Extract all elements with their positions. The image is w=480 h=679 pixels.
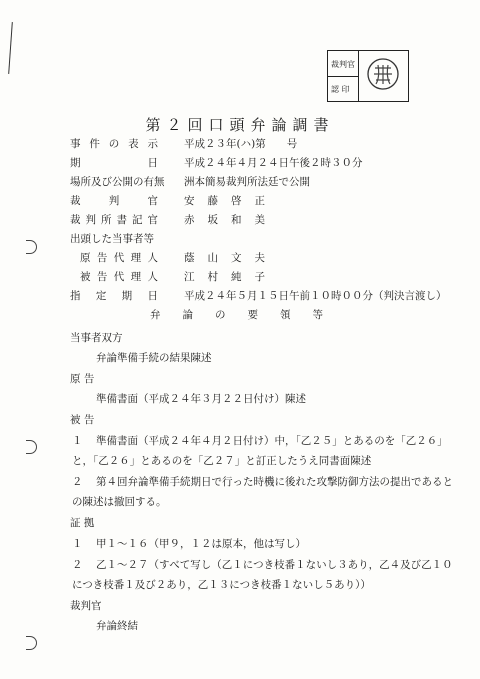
- both-parties-heading: 当事者双方: [70, 332, 123, 344]
- party-value-defendant: 江村純子: [184, 271, 278, 283]
- judge-seal-box: [327, 50, 409, 102]
- field-label-date: 期日: [70, 157, 158, 169]
- def-item-1-line2: と，「乙２６」とあるのを「乙２７」と訂正したうえ同書面陳述: [72, 455, 372, 467]
- field-label-clerk: 裁判所書記官: [70, 214, 158, 226]
- margin-mark: [8, 22, 13, 74]
- plaintiff-heading: 原 告: [70, 373, 95, 385]
- evidence-item-2-number: ２: [72, 559, 83, 571]
- judge-heading: 裁判官: [70, 600, 102, 612]
- evidence-heading: 証 拠: [70, 517, 95, 529]
- field-label-case: 事件の表示: [70, 138, 158, 150]
- field-label-next-date: 指定期日: [70, 290, 158, 302]
- def-item-2-line2: の陳述は撤回する。: [72, 496, 167, 508]
- judge-item: 弁論終結: [96, 620, 138, 632]
- judge-seal-label: 裁判官: [331, 60, 355, 69]
- field-value-clerk: 赤坂和美: [184, 214, 278, 226]
- field-value-date: 平成２４年４月２４日午後２時３０分: [184, 157, 363, 169]
- parties-heading: 出頭した当事者等: [70, 233, 154, 245]
- evidence-item-1: 甲１～１６（甲９，１２は原本，他は写し）: [96, 538, 306, 550]
- def-item-1-line1: 準備書面（平成２４年４月２日付け）中，「乙２５」とあるのを「乙２６」: [96, 435, 448, 447]
- def-item-2-line1: 第４回弁論準備手続期日で行った時機に後れた攻撃防御方法の提出であると: [96, 476, 453, 488]
- def-item-2-number: ２: [72, 476, 83, 488]
- punch-hole: [26, 440, 37, 454]
- def-item-1-number: １: [72, 435, 83, 447]
- evidence-item-1-number: １: [72, 538, 83, 550]
- field-label-place: 場所及び公開の有無: [70, 176, 165, 188]
- punch-hole: [26, 240, 37, 254]
- party-value-plaintiff: 蔭山文夫: [184, 252, 278, 264]
- field-value-place: 洲本簡易裁判所法廷で公開: [184, 176, 310, 188]
- punch-hole: [26, 636, 37, 650]
- defendant-heading: 被 告: [70, 414, 95, 426]
- plaintiff-item: 準備書面（平成２４年３月２２日付け）陳述: [96, 393, 306, 405]
- page-title: 第２回口頭弁論調書: [145, 116, 335, 134]
- evidence-item-2-line2: につき枝番１及び２あり，乙１３につき枝番１ないし５あり））: [72, 579, 371, 591]
- summary-heading: 弁論の要領等: [150, 309, 345, 321]
- field-value-case: 平成２３年(ハ)第 号: [184, 138, 298, 150]
- both-parties-item: 弁論準備手続の結果陳述: [96, 352, 212, 364]
- field-value-judge: 安藤啓正: [184, 195, 278, 207]
- field-label-judge: 裁判官: [70, 195, 158, 207]
- party-label-defendant: 被告代理人: [80, 271, 158, 283]
- evidence-item-2-line1: 乙１～２７（すべて写し（乙１につき枝番１ないし３あり，乙４及び乙１０: [96, 559, 453, 571]
- personal-seal-stamp: [366, 57, 400, 91]
- party-label-plaintiff: 原告代理人: [80, 252, 158, 264]
- field-value-next-date: 平成２４年５月１５日午前１０時００分（判決言渡し）: [184, 290, 447, 302]
- seal-approval-label: 認 印: [331, 85, 350, 94]
